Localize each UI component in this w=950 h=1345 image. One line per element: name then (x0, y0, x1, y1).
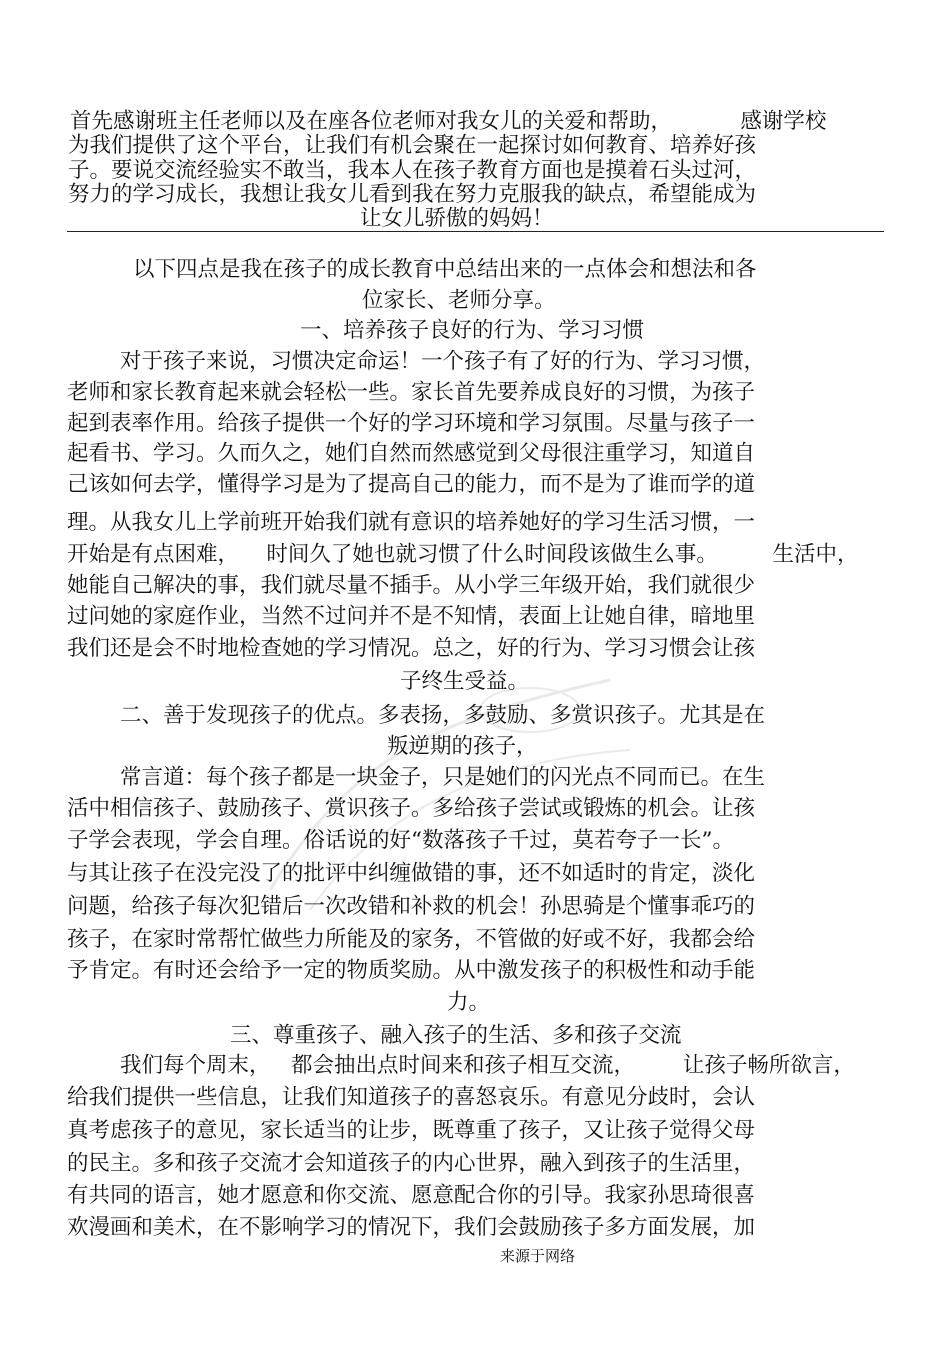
body-line: 有共同的语言，她才愿意和你交流、愿意配合你的引导。我家孙思琦很喜 (67, 1183, 756, 1208)
body-line: 以下四点是我在孩子的成长教育中总结出来的一点体会和想法和各 (133, 257, 757, 282)
body-line: 予肯定。有时还会给予一定的物质奖励。从中激发孩子的积极性和动手能 (67, 958, 756, 983)
intro-line-1: 首先感谢班主任老师以及在座各位老师对我女儿的关爱和帮助， 感谢学校 (70, 109, 827, 134)
body-line: 起到表率作用。给孩子提供一个好的学习环境和学习氛围。尽量与孩子一 (67, 411, 756, 436)
body-line: 与其让孩子在没完没了的批评中纠缠做错的事，还不如适时的肯定，淡化 (67, 861, 756, 886)
body-line: 我们还是会不时地检查她的学习情况。总之，好的行为、学习习惯会让孩 (67, 636, 756, 661)
body-line: 的民主。多和孩子交流才会知道孩子的内心世界，融入到孩子的生活里， (67, 1151, 756, 1176)
body-line: 位家长、老师分享。 (362, 288, 556, 313)
body-line: 子学会表现，学会自理。俗话说的好“数落孩子千过，莫若夸子一长”。 (67, 828, 734, 853)
intro-line-4: 努力的学习成长，我想让我女儿看到我在努力克服我的缺点，希望能成为 (68, 182, 757, 207)
body-line: 开始是有点困难， 时间久了她也就习惯了什么时间段该做生么事。 生活中， (67, 542, 859, 567)
section-heading-2: 二、善于发现孩子的优点。多表扬，多鼓励、多赏识孩子。尤其是在 (120, 703, 766, 728)
body-line: 给我们提供一些信息，让我们知道孩子的喜怒哀乐。有意见分歧时，会认 (67, 1085, 756, 1110)
page-footer: 来源于网络 (500, 1247, 576, 1265)
intro-line-3: 子。要说交流经验实不敢当，我本人在孩子教育方面也是摸着石头过河， (68, 158, 757, 183)
body-line: 孩子，在家时常帮忙做些力所能及的家务，不管做的好或不好，我都会给 (67, 927, 756, 952)
section-heading-3: 三、尊重孩子、融入孩子的生活、多和孩子交流 (230, 1023, 682, 1048)
header-divider (67, 231, 884, 232)
intro-line-5: 让女儿骄傲的妈妈！ (360, 206, 554, 231)
body-line: 对于孩子来说，习惯决定命运！一个孩子有了好的行为、学习习惯， (120, 349, 766, 374)
intro-line-2: 为我们提供了这个平台，让我们有机会聚在一起探讨如何教育、培养好孩 (68, 133, 757, 158)
body-line: 理。从我女儿上学前班开始我们就有意识的培养她好的学习生活习惯，一 (67, 510, 756, 535)
body-line: 力。 (447, 990, 491, 1015)
body-line: 真考虑孩子的意见，家长适当的让步，既尊重了孩子，又让孩子觉得父母 (67, 1118, 756, 1143)
body-line: 我们每个周末， 都会抽出点时间来和孩子相互交流， 让孩子畅所欲言， (120, 1053, 855, 1078)
body-line: 老师和家长教育起来就会轻松一些。家长首先要养成良好的习惯，为孩子 (67, 380, 756, 405)
body-line: 己该如何去学，懂得学习是为了提高自己的能力，而不是为了谁而学的道 (67, 472, 756, 497)
body-line: 问题，给孩子每次犯错后一次改错和补救的机会！孙思骑是个懂事乖巧的 (67, 894, 756, 919)
section-heading-2-cont: 叛逆期的孩子， (387, 734, 538, 759)
body-line: 欢漫画和美术，在不影响学习的情况下，我们会鼓励孩子多方面发展，加 (67, 1215, 756, 1240)
body-line: 她能自己解决的事，我们就尽量不插手。从小学三年级开始，我们就很少 (67, 573, 756, 598)
section-heading-1: 一、培养孩子良好的行为、学习习惯 (300, 318, 645, 343)
body-line: 起看书、学习。久而久之，她们自然而然感觉到父母很注重学习，知道自 (67, 441, 756, 466)
body-line: 子终生受益。 (400, 669, 530, 694)
body-line: 常言道：每个孩子都是一块金子，只是她们的闪光点不同而已。在生 (120, 765, 766, 790)
body-line: 活中相信孩子、鼓励孩子、赏识孩子。多给孩子尝试或锻炼的机会。让孩 (67, 796, 756, 821)
body-line: 过问她的家庭作业，当然不过问并不是不知情，表面上让她自律，暗地里 (67, 604, 756, 629)
